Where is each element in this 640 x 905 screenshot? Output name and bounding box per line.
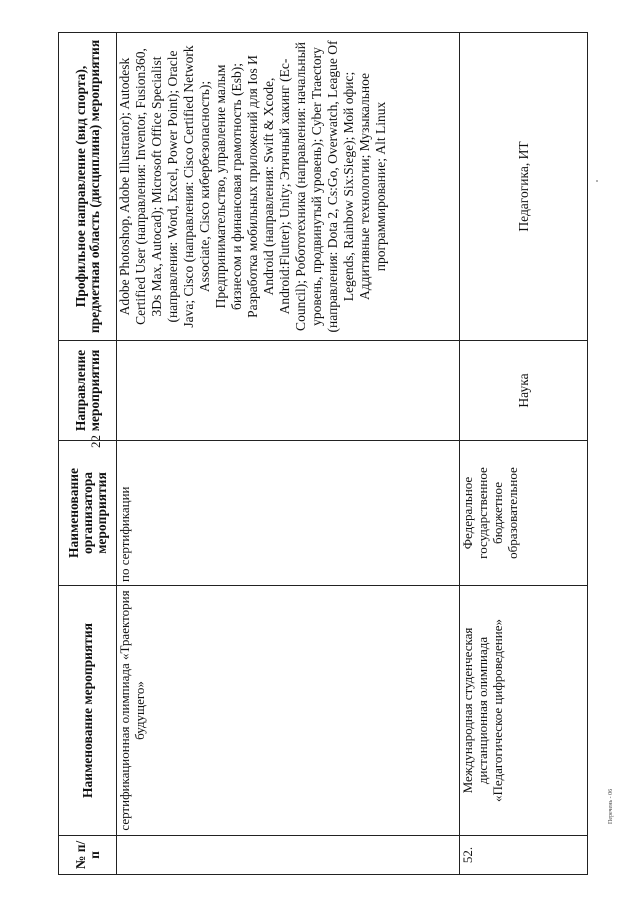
header-name: Наименование мероприятия [59, 586, 117, 836]
cell-profile: Педагогика, ИТ [460, 33, 588, 341]
header-num: № п/п [59, 836, 117, 875]
events-table-rotated [58, 33, 584, 875]
header-organizer: Наименование организатора мероприятия [59, 441, 117, 586]
cell-name: Международная студенческая дистанционная олимпиада «Педагогическое цифроведение» [460, 586, 588, 836]
events-table [58, 32, 588, 875]
cell-num: 52. [460, 836, 588, 875]
cell-num [117, 836, 460, 875]
cell-organizer: Федеральное государственное бюджетное образовательное [460, 441, 588, 586]
table-header-row [59, 33, 117, 875]
cell-organizer: по сертификации [117, 441, 460, 586]
footer-note: Перечень - 06 [608, 788, 614, 824]
cell-direction [117, 341, 460, 441]
scan-speck [596, 180, 598, 182]
header-direction: Направление мероприятия [59, 341, 117, 441]
table-row [117, 33, 460, 875]
page-number: 22 [88, 435, 103, 448]
header-profile: Профильное направление (вид спорта), предметная область (дисциплина) мероприятия [59, 33, 117, 341]
cell-name: сертификационная олимпиада «Траектория будущего» [117, 586, 460, 836]
cell-profile: Adobe Photoshop, Adobe Illustrator); Autodesk Certified User (направления: Inventor, Fusion360, 3Ds Max, Autocad); Microsoft Office Specialist (направления: Word, Excel, Power Point); Oracle Java; Cisco (направления: Cisco Certified Network Associate, Cisco кибербезопасность); Предпринимательство, управление малым бизнесом и финансовая грамотность (Esb); Разработка мобильных приложений для Ios И Android (направления: Swift & Xcode, Android:Flutter); Unity; Этичный хакинг (Ec-Council); Робототехника (направления: начальный уровень, продвинутый уровень); Cyber Traectory (направления: Dota 2, Cs:Go, Overwatch, League Of Legends, Rainbow Six:Siege); Мой офис; Аддитивные технологии; Музыкальное программирование; Alt Linux [117, 33, 460, 341]
table-row [460, 33, 588, 875]
cell-direction: Наука [460, 341, 588, 441]
